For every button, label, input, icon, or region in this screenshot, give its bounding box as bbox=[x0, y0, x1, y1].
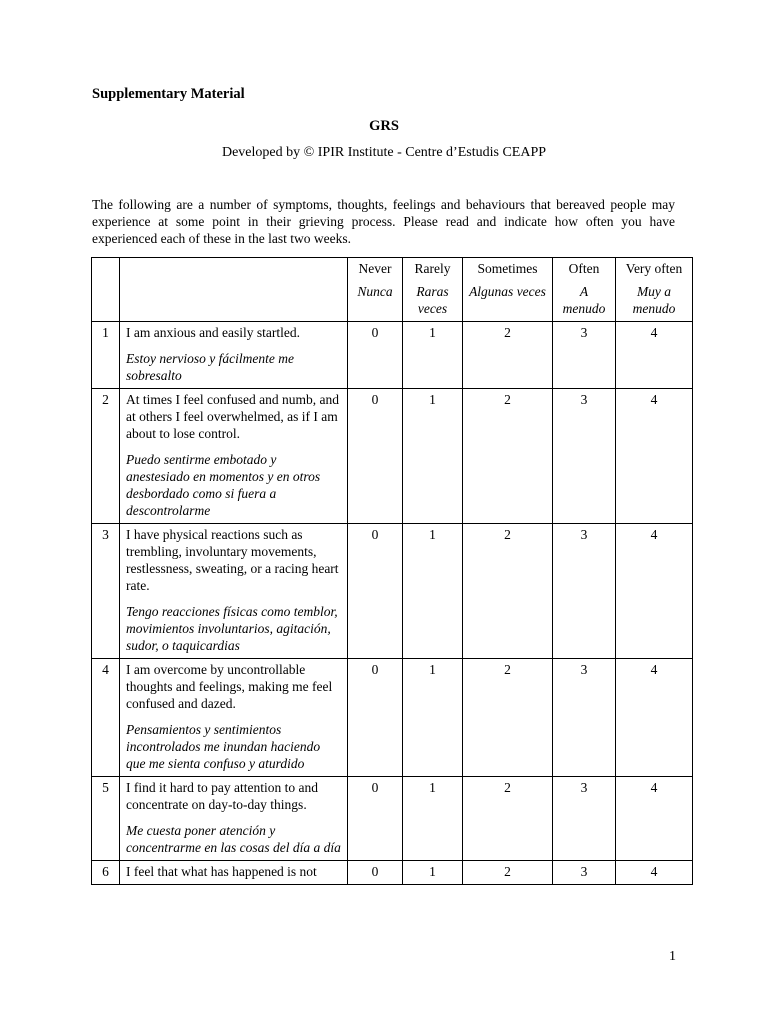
table-row bbox=[92, 861, 693, 885]
score-option[interactable]: 3 bbox=[553, 861, 616, 885]
document-title: GRS bbox=[369, 118, 399, 134]
item-text-cell bbox=[120, 322, 348, 389]
item-text-cell bbox=[120, 389, 348, 524]
score-option[interactable]: 3 bbox=[553, 322, 616, 389]
instructions-paragraph: The following are a number of symptoms, thoughts, feelings and behaviours that bereaved people may experience at some point in their grieving process. Please read and indicate how often you have experienced each of these in the last two weeks. bbox=[92, 197, 675, 246]
scale-header-sometimes bbox=[463, 258, 553, 322]
score-option[interactable]: 0 bbox=[348, 389, 403, 524]
score-option[interactable]: 2 bbox=[463, 659, 553, 777]
table-row bbox=[92, 524, 693, 659]
item-number: 3 bbox=[92, 524, 120, 659]
scale-label-es: Nunca bbox=[357, 284, 393, 299]
item-number: 1 bbox=[92, 322, 120, 389]
item-text-cell bbox=[120, 524, 348, 659]
table-header-row bbox=[92, 258, 693, 322]
item-number: 5 bbox=[92, 777, 120, 861]
table-row bbox=[92, 777, 693, 861]
scale-label-en: Rarely bbox=[414, 261, 451, 276]
scale-header-never bbox=[348, 258, 403, 322]
scale-label-en: Sometimes bbox=[477, 261, 538, 276]
score-option[interactable]: 0 bbox=[348, 524, 403, 659]
score-option[interactable]: 2 bbox=[463, 861, 553, 885]
score-option[interactable]: 3 bbox=[553, 389, 616, 524]
item-number: 6 bbox=[92, 861, 120, 885]
score-option[interactable]: 0 bbox=[348, 659, 403, 777]
scale-label-en: Often bbox=[568, 261, 600, 276]
score-option[interactable]: 0 bbox=[348, 861, 403, 885]
header-num-cell bbox=[92, 258, 120, 322]
score-option[interactable]: 2 bbox=[463, 322, 553, 389]
scale-label-en: Never bbox=[358, 261, 392, 276]
score-option[interactable]: 3 bbox=[553, 524, 616, 659]
score-option[interactable]: 1 bbox=[403, 659, 463, 777]
table-row bbox=[92, 322, 693, 389]
item-number: 4 bbox=[92, 659, 120, 777]
item-text-en: I have physical reactions such as trembling, involuntary movements, restlessness, sweating, or a racing heart rate. bbox=[126, 527, 339, 593]
score-option[interactable]: 1 bbox=[403, 777, 463, 861]
score-option[interactable]: 1 bbox=[403, 389, 463, 524]
item-text-en: I am overcome by uncontrollable thoughts and feelings, making me feel confused and dazed. bbox=[126, 662, 333, 711]
header-item-cell bbox=[120, 258, 348, 322]
score-option[interactable]: 2 bbox=[463, 777, 553, 861]
score-option[interactable]: 4 bbox=[616, 861, 693, 885]
scale-label-es: Raras veces bbox=[416, 284, 449, 316]
score-option[interactable]: 2 bbox=[463, 389, 553, 524]
item-text-en: At times I feel confused and numb, and at others I feel overwhelmed, as if I am about to lose control. bbox=[126, 392, 339, 441]
grs-questionnaire-table bbox=[91, 257, 693, 885]
table-row bbox=[92, 659, 693, 777]
item-text-es: Puedo sentirme embotado y anestesiado en momentos y en otros desbordado como si fuera a descontrolarme bbox=[126, 452, 321, 518]
scale-header-often bbox=[553, 258, 616, 322]
scale-label-en: Very often bbox=[625, 261, 683, 276]
score-option[interactable]: 0 bbox=[348, 322, 403, 389]
item-text-en: I find it hard to pay attention to and concentrate on day-to-day things. bbox=[126, 780, 318, 812]
item-text-es: Tengo reacciones físicas como temblor, movimientos involuntarios, agitación, sudor, o taquicardias bbox=[126, 604, 338, 653]
score-option[interactable]: 3 bbox=[553, 777, 616, 861]
scale-header-rarely bbox=[403, 258, 463, 322]
item-text-cell bbox=[120, 861, 348, 885]
score-option[interactable]: 3 bbox=[553, 659, 616, 777]
scale-header-very-often bbox=[616, 258, 693, 322]
score-option[interactable]: 2 bbox=[463, 524, 553, 659]
item-text-en: I feel that what has happened is not bbox=[126, 864, 317, 879]
scale-label-es: Muy a menudo bbox=[632, 284, 676, 316]
score-option[interactable]: 4 bbox=[616, 777, 693, 861]
table-row bbox=[92, 389, 693, 524]
score-option[interactable]: 4 bbox=[616, 659, 693, 777]
item-text-es: Me cuesta poner atención y concentrarme en las cosas del día a día bbox=[126, 823, 341, 855]
score-option[interactable]: 1 bbox=[403, 861, 463, 885]
score-option[interactable]: 0 bbox=[348, 777, 403, 861]
scale-label-es: Algunas veces bbox=[469, 284, 546, 299]
item-text-es: Estoy nervioso y fácilmente me sobresalto bbox=[126, 351, 294, 383]
item-text-es: Pensamientos y sentimientos incontrolados me inundan haciendo que me sienta confuso y aturdido bbox=[126, 722, 321, 771]
item-text-cell bbox=[120, 659, 348, 777]
scale-label-es: A menudo bbox=[562, 284, 606, 316]
section-heading: Supplementary Material bbox=[92, 86, 245, 102]
page-number: 1 bbox=[669, 949, 676, 964]
score-option[interactable]: 4 bbox=[616, 322, 693, 389]
item-number: 2 bbox=[92, 389, 120, 524]
score-option[interactable]: 1 bbox=[403, 322, 463, 389]
score-option[interactable]: 4 bbox=[616, 524, 693, 659]
score-option[interactable]: 4 bbox=[616, 389, 693, 524]
item-text-cell bbox=[120, 777, 348, 861]
document-subtitle: Developed by © IPIR Institute - Centre d’Estudis CEAPP bbox=[221, 145, 547, 160]
score-option[interactable]: 1 bbox=[403, 524, 463, 659]
item-text-en: I am anxious and easily startled. bbox=[126, 325, 300, 340]
